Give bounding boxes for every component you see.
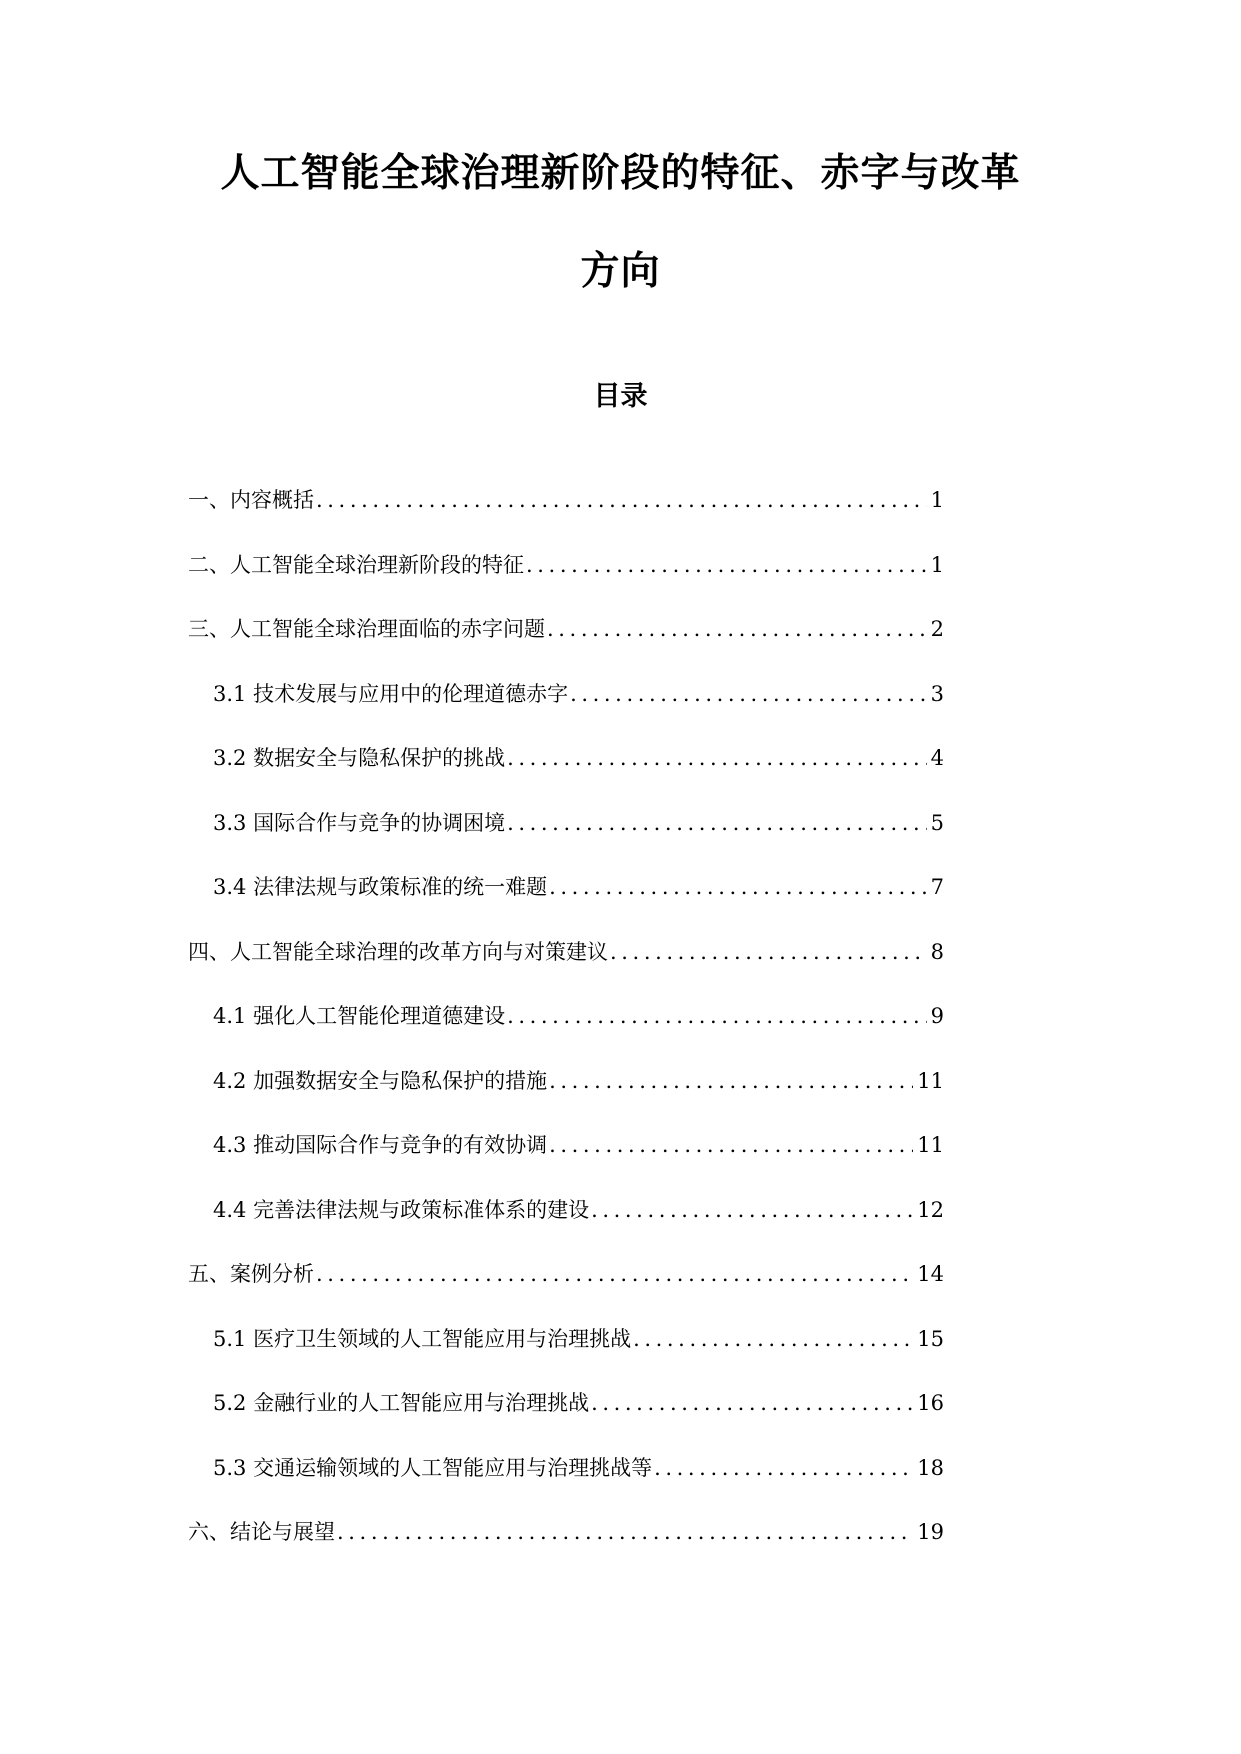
toc-entry-label: 3.1 技术发展与应用中的伦理道德赤字 [213,682,569,706]
toc-entry-label: 5.1 医疗卫生领域的人工智能应用与治理挑战 [213,1327,632,1351]
toc-entry[interactable] [213,1195,944,1225]
toc-entry-label: 3.4 法律法规与政策标准的统一难题 [213,875,548,899]
toc-entry[interactable] [213,808,944,838]
toc-dot-leader [507,743,927,773]
toc-entry-label: 3.3 国际合作与竞争的协调困境 [213,811,506,835]
toc-dot-leader [507,1001,927,1031]
toc-entry-label: 一、内容概括 [188,488,314,512]
toc-dot-leader [316,1259,913,1289]
toc-dot-leader [507,808,927,838]
document-title-line-1: 人工智能全球治理新阶段的特征、赤字与改革 [220,151,1021,196]
toc-entry-label: 四、人工智能全球治理的改革方向与对策建议 [188,940,608,964]
toc-page-number: 18 [917,1456,944,1480]
toc-page-number: 14 [917,1262,944,1286]
toc-dot-leader [610,937,927,967]
toc-entry-label: 5.2 金融行业的人工智能应用与治理挑战 [213,1391,590,1415]
toc-dot-leader [591,1195,913,1225]
toc-entry-label: 4.1 强化人工智能伦理道德建设 [213,1004,506,1028]
toc-page-number: 12 [917,1198,944,1222]
toc-entry-label: 六、结论与展望 [188,1520,335,1544]
toc-heading: 目录 [593,381,648,412]
toc-entry[interactable] [213,679,944,709]
toc-entry-label: 五、案例分析 [188,1262,314,1286]
toc-entry-label: 4.3 推动国际合作与竞争的有效协调 [213,1133,548,1157]
toc-entry[interactable] [213,743,944,773]
document-title-line-2: 方向 [580,249,661,294]
toc-entry[interactable] [188,1517,944,1547]
toc-entry[interactable] [213,1324,944,1354]
toc-dot-leader [591,1388,913,1418]
toc-page-number: 16 [917,1391,944,1415]
toc-entry-label: 3.2 数据安全与隐私保护的挑战 [213,746,506,770]
toc-page-number: 8 [930,940,944,964]
toc-dot-leader [570,679,927,709]
toc-entry-label: 4.4 完善法律法规与政策标准体系的建设 [213,1198,590,1222]
toc-page-number: 15 [917,1327,944,1351]
toc-page-number: 1 [930,488,944,512]
toc-page-number: 9 [930,1004,944,1028]
toc-entry[interactable] [188,937,944,967]
toc-dot-leader [526,550,927,580]
toc-dot-leader [337,1517,913,1547]
toc-entry[interactable] [188,614,944,644]
toc-entry[interactable] [188,550,944,580]
toc-dot-leader [633,1324,913,1354]
toc-dot-leader [549,872,927,902]
toc-entry-label: 4.2 加强数据安全与隐私保护的措施 [213,1069,548,1093]
toc-entry[interactable] [213,1453,944,1483]
toc-page-number: 2 [930,617,944,641]
toc-entry[interactable] [213,872,944,902]
toc-page-number: 19 [917,1520,944,1544]
toc-page-number: 7 [930,875,944,899]
toc-entry[interactable] [188,1259,944,1289]
toc-entry[interactable] [213,1130,944,1160]
toc-dot-leader [316,485,927,515]
toc-page-number: 1 [930,553,944,577]
toc-entry-label: 三、人工智能全球治理面临的赤字问题 [188,617,545,641]
toc-entry[interactable] [188,485,944,515]
toc-dot-leader [547,614,927,644]
toc-dot-leader [549,1066,913,1096]
toc-page-number: 3 [930,682,944,706]
toc-page-number: 11 [917,1133,944,1157]
toc-entry[interactable] [213,1388,944,1418]
toc-page-number: 5 [930,811,944,835]
toc-dot-leader [654,1453,913,1483]
toc-entry[interactable] [213,1001,944,1031]
toc-page-number: 11 [917,1069,944,1093]
toc-page-number: 4 [930,746,944,770]
toc-entry-label: 5.3 交通运输领域的人工智能应用与治理挑战等 [213,1456,653,1480]
toc-entry-label: 二、人工智能全球治理新阶段的特征 [188,553,524,577]
toc-dot-leader [549,1130,913,1160]
toc-entry[interactable] [213,1066,944,1096]
